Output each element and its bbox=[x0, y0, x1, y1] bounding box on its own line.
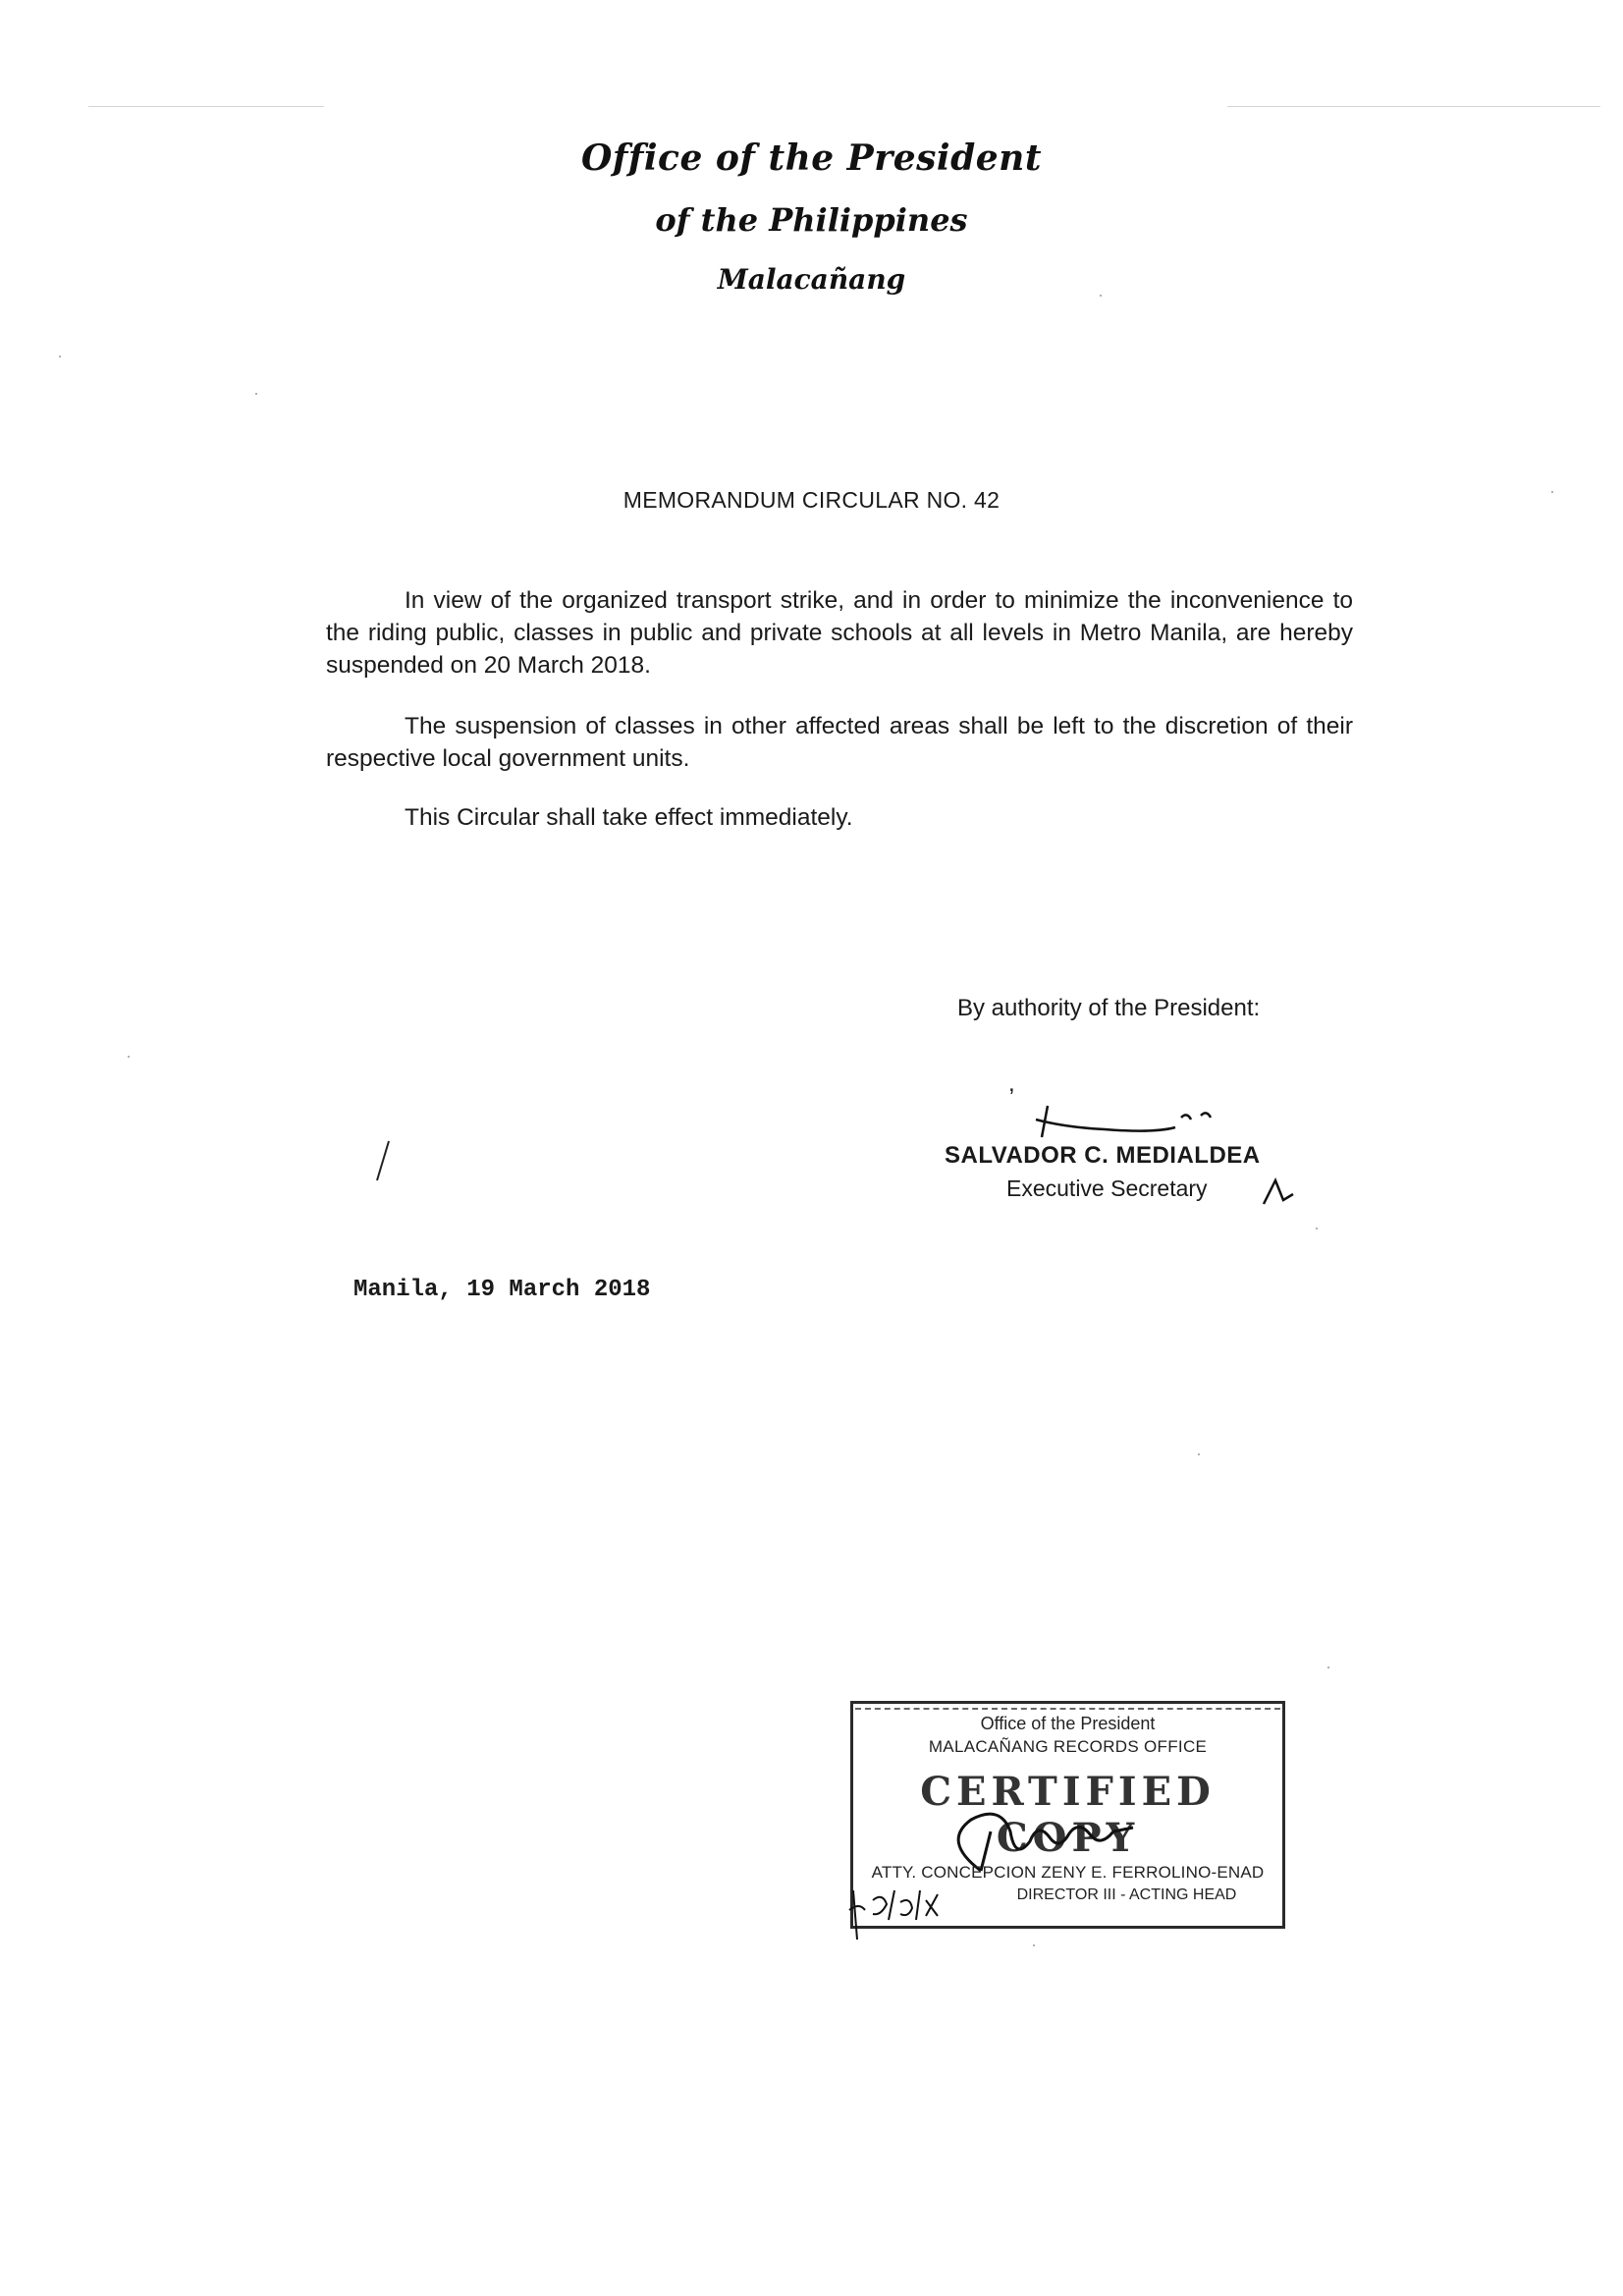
authority-line: By authority of the President: bbox=[957, 995, 1261, 1021]
scan-speck bbox=[59, 355, 61, 357]
scan-speck bbox=[1100, 295, 1102, 297]
memo-title: MEMORANDUM CIRCULAR NO. 42 bbox=[622, 487, 1001, 513]
stamp-signatory-title: DIRECTOR III - ACTING HEAD bbox=[1016, 1886, 1237, 1903]
stamp-records-office: MALACAÑANG RECORDS OFFICE bbox=[928, 1737, 1208, 1756]
scan-speck bbox=[1198, 1453, 1200, 1455]
stamp-office: Office of the President bbox=[980, 1714, 1156, 1733]
margin-mark-icon bbox=[373, 1139, 393, 1182]
initial-mark-icon bbox=[1260, 1175, 1299, 1208]
scan-speck bbox=[1033, 1944, 1035, 1946]
scan-artifact bbox=[88, 106, 324, 107]
signatory-title: Executive Secretary bbox=[1006, 1175, 1208, 1201]
scan-artifact bbox=[1227, 106, 1600, 107]
scan-speck bbox=[1327, 1667, 1329, 1668]
certified-copy-stamp bbox=[850, 1701, 1285, 1929]
scan-speck bbox=[128, 1056, 130, 1058]
letterhead-palace: Malacañang bbox=[717, 263, 906, 296]
stamp-certified-copy: CERTIFIED COPY bbox=[920, 1769, 1216, 1861]
memo-paragraph-2: The suspension of classes in other affected areas shall be left to the discretion of their respective local government units. bbox=[326, 713, 1353, 772]
letterhead-office: Office of the President bbox=[581, 137, 1042, 179]
letterhead-country: of the Philippines bbox=[655, 201, 968, 239]
signatory-name: SALVADOR C. MEDIALDEA bbox=[945, 1142, 1261, 1169]
handwritten-date-icon bbox=[843, 1881, 951, 1949]
memo-paragraph-3: This Circular shall take effect immediately. bbox=[405, 804, 853, 831]
signature-icon bbox=[1026, 1098, 1252, 1147]
stamp-signatory-name: ATTY. CONCEPCION ZENY E. FERROLINO-ENAD bbox=[871, 1863, 1265, 1882]
scan-speck bbox=[255, 393, 257, 395]
tick-mark: , bbox=[1008, 1070, 1015, 1097]
scan-speck bbox=[1551, 491, 1553, 493]
scan-speck bbox=[1316, 1228, 1318, 1230]
dateline: Manila, 19 March 2018 bbox=[353, 1277, 651, 1303]
memo-paragraph-1: In view of the organized transport strike, and in order to minimize the inconvenience to the riding public, classes in public and private schools at all levels in Metro Manila, are hereby suspended on 20 March 2018. bbox=[326, 587, 1353, 679]
